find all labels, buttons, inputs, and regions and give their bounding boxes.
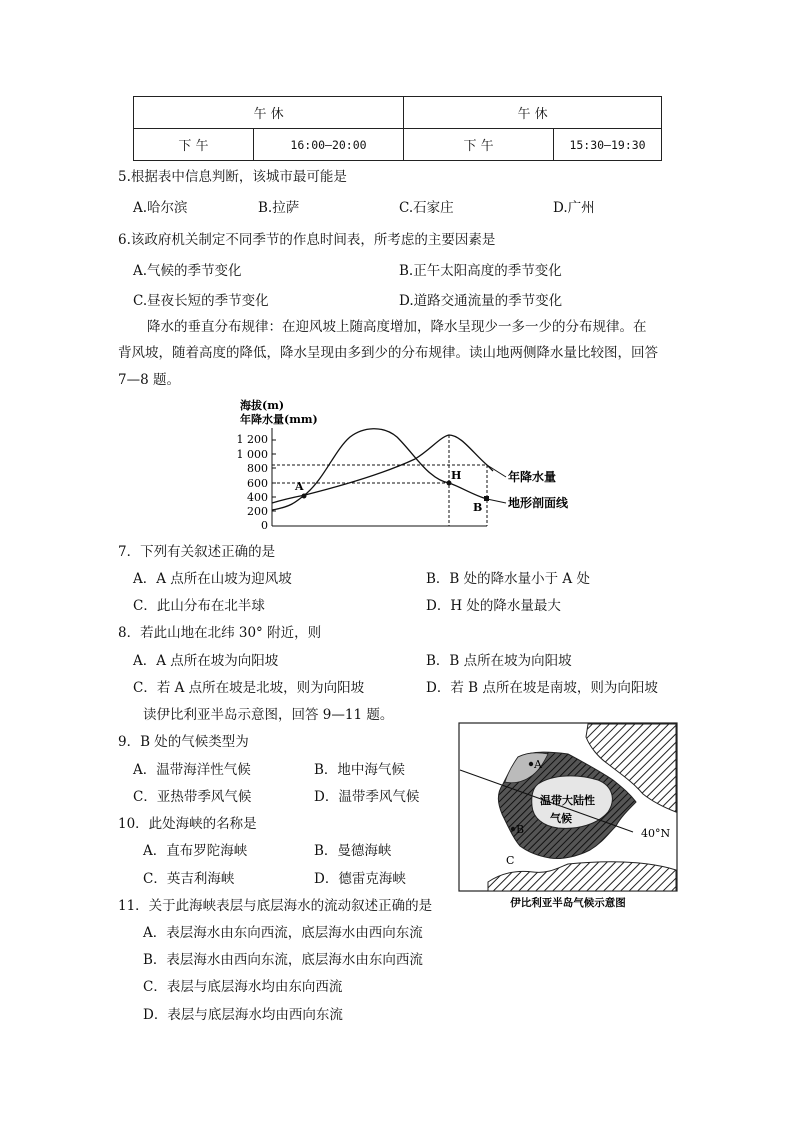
table-cell: 下 午 bbox=[404, 129, 554, 161]
chart-tick-label: 0 bbox=[261, 519, 268, 532]
point-a bbox=[529, 762, 533, 766]
table-cell: 午 休 bbox=[134, 97, 404, 129]
option-7d: D．H 处的降水量最大 bbox=[426, 598, 561, 614]
precipitation-chart bbox=[225, 395, 585, 535]
option-5b: B.拉萨 bbox=[258, 200, 300, 216]
chart-tick-label: 600 bbox=[247, 477, 268, 490]
option-10b: B．曼德海峡 bbox=[314, 843, 392, 859]
map-label-a: A bbox=[534, 758, 542, 771]
table-cell: 16:00—20:00 bbox=[254, 129, 404, 161]
question-9-stem: 9．B 处的气候类型为 bbox=[118, 734, 249, 750]
table-cell: 15:30—19:30 bbox=[554, 129, 662, 161]
option-7b: B．B 处的降水量小于 A 处 bbox=[426, 571, 590, 587]
iberia-climate-map bbox=[458, 722, 678, 912]
table-cell: 下 午 bbox=[134, 129, 254, 161]
chart-ylabel-rain: 年降水量(mm) bbox=[240, 413, 318, 426]
option-6d: D.道路交通流量的季节变化 bbox=[399, 293, 563, 309]
point-a bbox=[302, 494, 307, 499]
latitude-label: 40°N bbox=[641, 827, 671, 840]
intro-2: 读伊比利亚半岛示意图，回答 9—11 题。 bbox=[143, 707, 394, 723]
table-cell: 午 休 bbox=[404, 97, 662, 129]
option-8c: C．若 A 点所在坡是北坡，则为向阳坡 bbox=[133, 680, 365, 696]
option-6b: B.正午太阳高度的季节变化 bbox=[399, 263, 562, 279]
option-11d: D．表层与底层海水均由西向东流 bbox=[143, 1007, 343, 1023]
question-11-stem: 11．关于此海峡表层与底层海水的流动叙述正确的是 bbox=[118, 898, 433, 914]
chart-tick-label: 1 200 bbox=[236, 433, 268, 446]
option-8a: A．A 点所在坡为向阳坡 bbox=[133, 653, 279, 669]
label-h: H bbox=[451, 469, 462, 482]
chart-tick-label: 200 bbox=[247, 505, 268, 518]
option-10a: A．直布罗陀海峡 bbox=[143, 843, 248, 859]
chart-tick-label: 400 bbox=[247, 491, 268, 504]
table-row bbox=[134, 129, 662, 161]
map-label-c: C bbox=[506, 854, 515, 867]
option-10d: D．德雷克海峡 bbox=[314, 871, 406, 887]
option-11a: A．表层海水由东向西流，底层海水由西向东流 bbox=[143, 925, 423, 941]
question-5-stem: 5.根据表中信息判断，该城市最可能是 bbox=[118, 169, 347, 185]
intro-line-3: 7—8 题。 bbox=[118, 372, 180, 388]
legend-rainfall: 年降水量 bbox=[508, 470, 557, 484]
schedule-table bbox=[133, 96, 662, 161]
option-9a: A．温带海洋性气候 bbox=[133, 762, 251, 778]
option-9d: D．温带季风气候 bbox=[314, 789, 420, 805]
option-7c: C．此山分布在北半球 bbox=[133, 598, 265, 614]
table-row bbox=[134, 97, 662, 129]
point-b bbox=[511, 827, 515, 831]
option-9c: C．亚热带季风气候 bbox=[133, 789, 252, 805]
option-5d: D.广州 bbox=[553, 200, 595, 216]
map-caption: 伊比利亚半岛气候示意图 bbox=[510, 897, 626, 909]
option-6c: C.昼夜长短的季节变化 bbox=[133, 293, 269, 309]
chart-tick-label: 1 000 bbox=[236, 448, 268, 461]
question-7-stem: 7．下列有关叙述正确的是 bbox=[118, 544, 276, 560]
option-11c: C．表层与底层海水均由东向西流 bbox=[143, 979, 343, 995]
option-8b: B．B 点所在坡为向阳坡 bbox=[426, 653, 572, 669]
label-a: A bbox=[295, 480, 304, 493]
option-8d: D．若 B 点所在坡是南坡，则为向阳坡 bbox=[426, 680, 658, 696]
option-5a: A.哈尔滨 bbox=[133, 200, 188, 216]
question-10-stem: 10．此处海峡的名称是 bbox=[118, 816, 257, 832]
option-6a: A.气候的季节变化 bbox=[133, 263, 242, 279]
question-8-stem: 8．若此山地在北纬 30° 附近，则 bbox=[118, 625, 322, 641]
intro-line-1: 降水的垂直分布规律：在迎风坡上随高度增加，降水呈现少一多一少的分布规律。在 bbox=[147, 319, 647, 335]
option-11b: B．表层海水由西向东流，底层海水由东向西流 bbox=[143, 952, 423, 968]
label-b: B bbox=[473, 501, 483, 514]
option-7a: A．A 点所在山坡为迎风坡 bbox=[133, 571, 292, 587]
legend-profile: 地形剖面线 bbox=[508, 496, 569, 510]
chart-tick-label: 800 bbox=[247, 462, 268, 475]
option-9b: B．地中海气候 bbox=[314, 762, 405, 778]
chart-ylabel-elevation: 海拔(m) bbox=[240, 399, 285, 412]
region-label-2: 气候 bbox=[550, 812, 572, 825]
option-5c: C.石家庄 bbox=[399, 200, 454, 216]
question-6-stem: 6.该政府机关制定不同季节的作息时间表，所考虑的主要因素是 bbox=[118, 232, 496, 248]
region-label-1: 温带大陆性 bbox=[540, 794, 595, 807]
option-10c: C．英吉利海峡 bbox=[143, 871, 235, 887]
point-b bbox=[484, 496, 489, 501]
intro-line-2: 背风坡，随着高度的降低，降水呈现由多到少的分布规律。读山地两侧降水量比较图，回答 bbox=[118, 345, 658, 361]
map-label-b: B bbox=[516, 823, 525, 836]
